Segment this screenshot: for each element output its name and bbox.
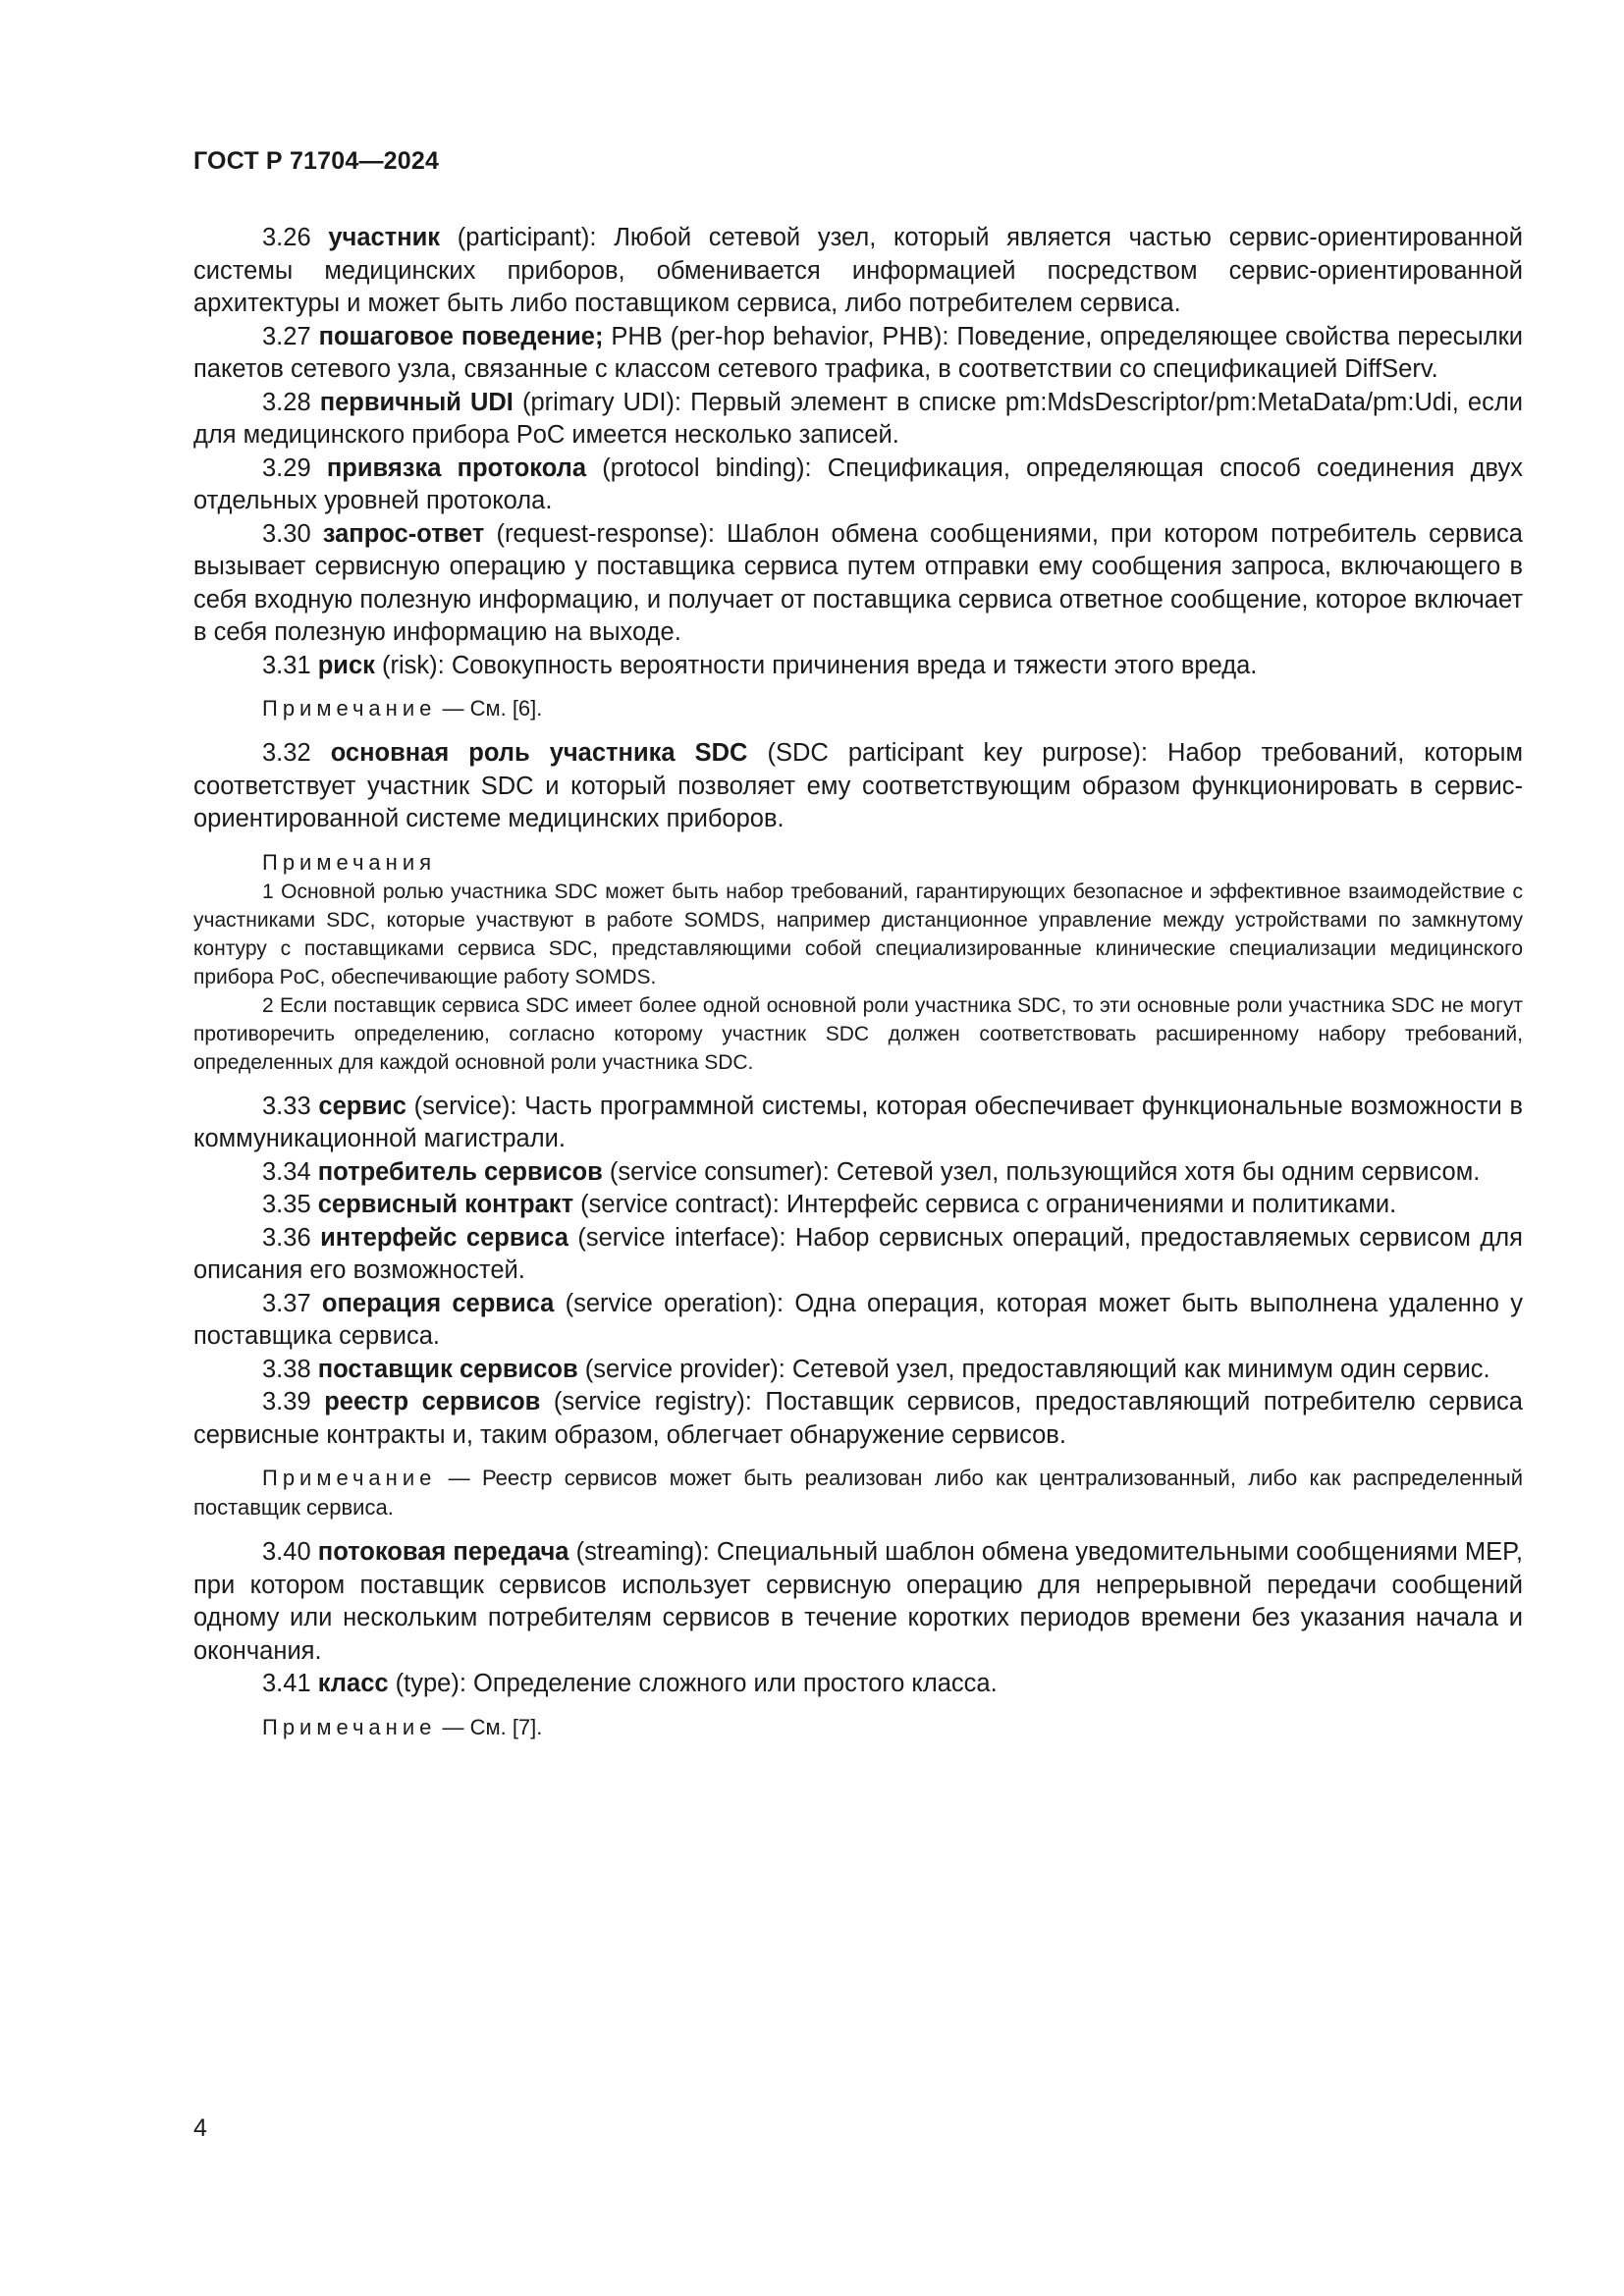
note-label: Примечание (262, 1714, 437, 1739)
term: участник (328, 224, 441, 251)
definition-3-39: 3.39 реестр сервисов (service registry): Поставщик сервисов, предоставляющий потребителю сервиса сервисные контракты и, таким образом, облегчает обнаружение сервисов. (193, 1388, 1523, 1449)
term: интерфейс сервиса (320, 1223, 568, 1252)
term: сервисный контракт (317, 1191, 574, 1218)
definition-3-32: 3.32 основная роль участника SDC (SDC participant key purpose): Набор требований, которым соответствует участник SDC и который позволяет ему соответствующим образом функционировать в сервис-ориентированной системе медицинских приборов. (193, 739, 1524, 832)
definition-3-26: 3.26 участник (participant): Любой сетевой узел, который является частью сервис-ориентированной системы медицинских приборов, обменивается информацией посредством сервис-ориентированной архитектуры и может быть либо поставщиком сервиса, либо потребителем сервиса. (193, 224, 1523, 317)
term: реестр сервисов (324, 1388, 541, 1415)
definition-3-30: 3.30 запрос-ответ (request-response): Шаблон обмена сообщениями, при котором потребитель сервиса вызывает сервисную операцию у поставщика сервиса путем отправки ему сообщения запроса, включающего в себя входную полезную информацию, и получает от поставщика сервиса ответное сообщение, которое включает в себя полезную информацию на выходе. (193, 519, 1523, 646)
term: операция сервиса (321, 1289, 555, 1317)
definition-3-38: 3.38 поставщик сервисов (service provider): Сетевой узел, предоставляющий как минимум один сервис. (262, 1355, 1490, 1383)
term: потребитель сервисов (317, 1157, 603, 1186)
term: риск (317, 651, 375, 679)
term: запрос-ответ (322, 519, 485, 548)
definition-3-41: 3.41 класс (type): Определение сложного или простого класса. (262, 1670, 998, 1697)
term: первичный UDI (319, 388, 514, 416)
definition-3-33: 3.33 сервис (service): Часть программной системы, которая обеспечивает функциональные возможности в коммуникационной магистрали. (193, 1092, 1523, 1152)
note-3-31: Примечание — См. [6]. (262, 696, 543, 721)
definition-3-37: 3.37 операция сервиса (service operation): Одна операция, которая может быть выполнена удаленно у поставщика сервиса. (193, 1289, 1523, 1350)
definition-3-28: 3.28 первичный UDI (primary UDI): Первый элемент в списке pm:MdsDescriptor/pm:MetaData/pm:Udi, если для медицинского прибора PoC имеется несколько записей. (193, 388, 1523, 449)
note-item: 1 Основной ролью участника SDC может быть набор требований, гарантирующих безопасное и эффективное взаимодействие с участниками SDC, которые участвуют в работе SOMDS, например дистанционное управление между устройствами по замкнутому контуру с поставщиками сервиса SDC, представляющими собой специализированные клинические специализации медицинского прибора PoC, обеспечивающие работу SOMDS. (193, 880, 1523, 988)
note-3-39: Примечание — Реестр сервисов может быть реализован либо как централизованный, либо как распределенный поставщик сервиса. (193, 1466, 1523, 1520)
term: потоковая передача (317, 1538, 569, 1566)
definitions-content (193, 222, 1523, 1756)
definition-3-36: 3.36 интерфейс сервиса (service interface): Набор сервисных операций, предоставляемых сервисом для описания его возможностей. (193, 1223, 1523, 1284)
note-label: Примечание (262, 1466, 437, 1490)
note-label: Примечание (262, 696, 437, 721)
document-id-header: ГОСТ Р 71704—2024 (193, 147, 440, 175)
notes-3-32 (193, 848, 1523, 1077)
term: сервис (318, 1092, 406, 1120)
term: класс (317, 1670, 389, 1697)
definition-3-35: 3.35 сервисный контракт (service contract): Интерфейс сервиса с ограничениями и политиками. (262, 1191, 1397, 1218)
page-number: 4 (193, 2114, 207, 2142)
term: привязка протокола (326, 454, 587, 482)
term: пошаговое поведение; (318, 322, 604, 350)
note-3-41: Примечание — См. [7]. (262, 1714, 543, 1739)
definition-3-31: 3.31 риск (risk): Совокупность вероятности причинения вреда и тяжести этого вреда. (262, 651, 1258, 679)
definition-3-27: 3.27 пошаговое поведение; PHB (per-hop behavior, PHB): Поведение, определяющее свойства пересылки пакетов сетевого узла, связанные с классом сетевого трафика, в соответствии со спецификацией DiffServ. (193, 322, 1523, 383)
term: основная роль участника SDC (330, 739, 748, 767)
definition-3-40: 3.40 потоковая передача (streaming): Специальный шаблон обмена уведомительными сообщениями MEP, при котором поставщик сервисов использует сервисную операцию для непрерывной передачи сообщений одному или нескольким потребителям сервисов в течение коротких периодов времени без указания начала и окончания. (193, 1538, 1523, 1665)
term: поставщик сервисов (317, 1355, 578, 1383)
definition-3-29: 3.29 привязка протокола (protocol binding): Спецификация, определяющая способ соединения двух отдельных уровней протокола. (193, 454, 1523, 514)
definition-3-34: 3.34 потребитель сервисов (service consumer): Сетевой узел, пользующийся хотя бы одним сервисом. (262, 1157, 1481, 1186)
notes-title: Примечания (262, 849, 437, 875)
note-item: 2 Если поставщик сервиса SDC имеет более одной основной роли участника SDC, то эти основные роли участника SDC не могут противоречить определению, согласно которому участник SDC должен соответствовать расширенному набору требований, определенных для каждой основной роли участника SDC. (193, 993, 1523, 1074)
